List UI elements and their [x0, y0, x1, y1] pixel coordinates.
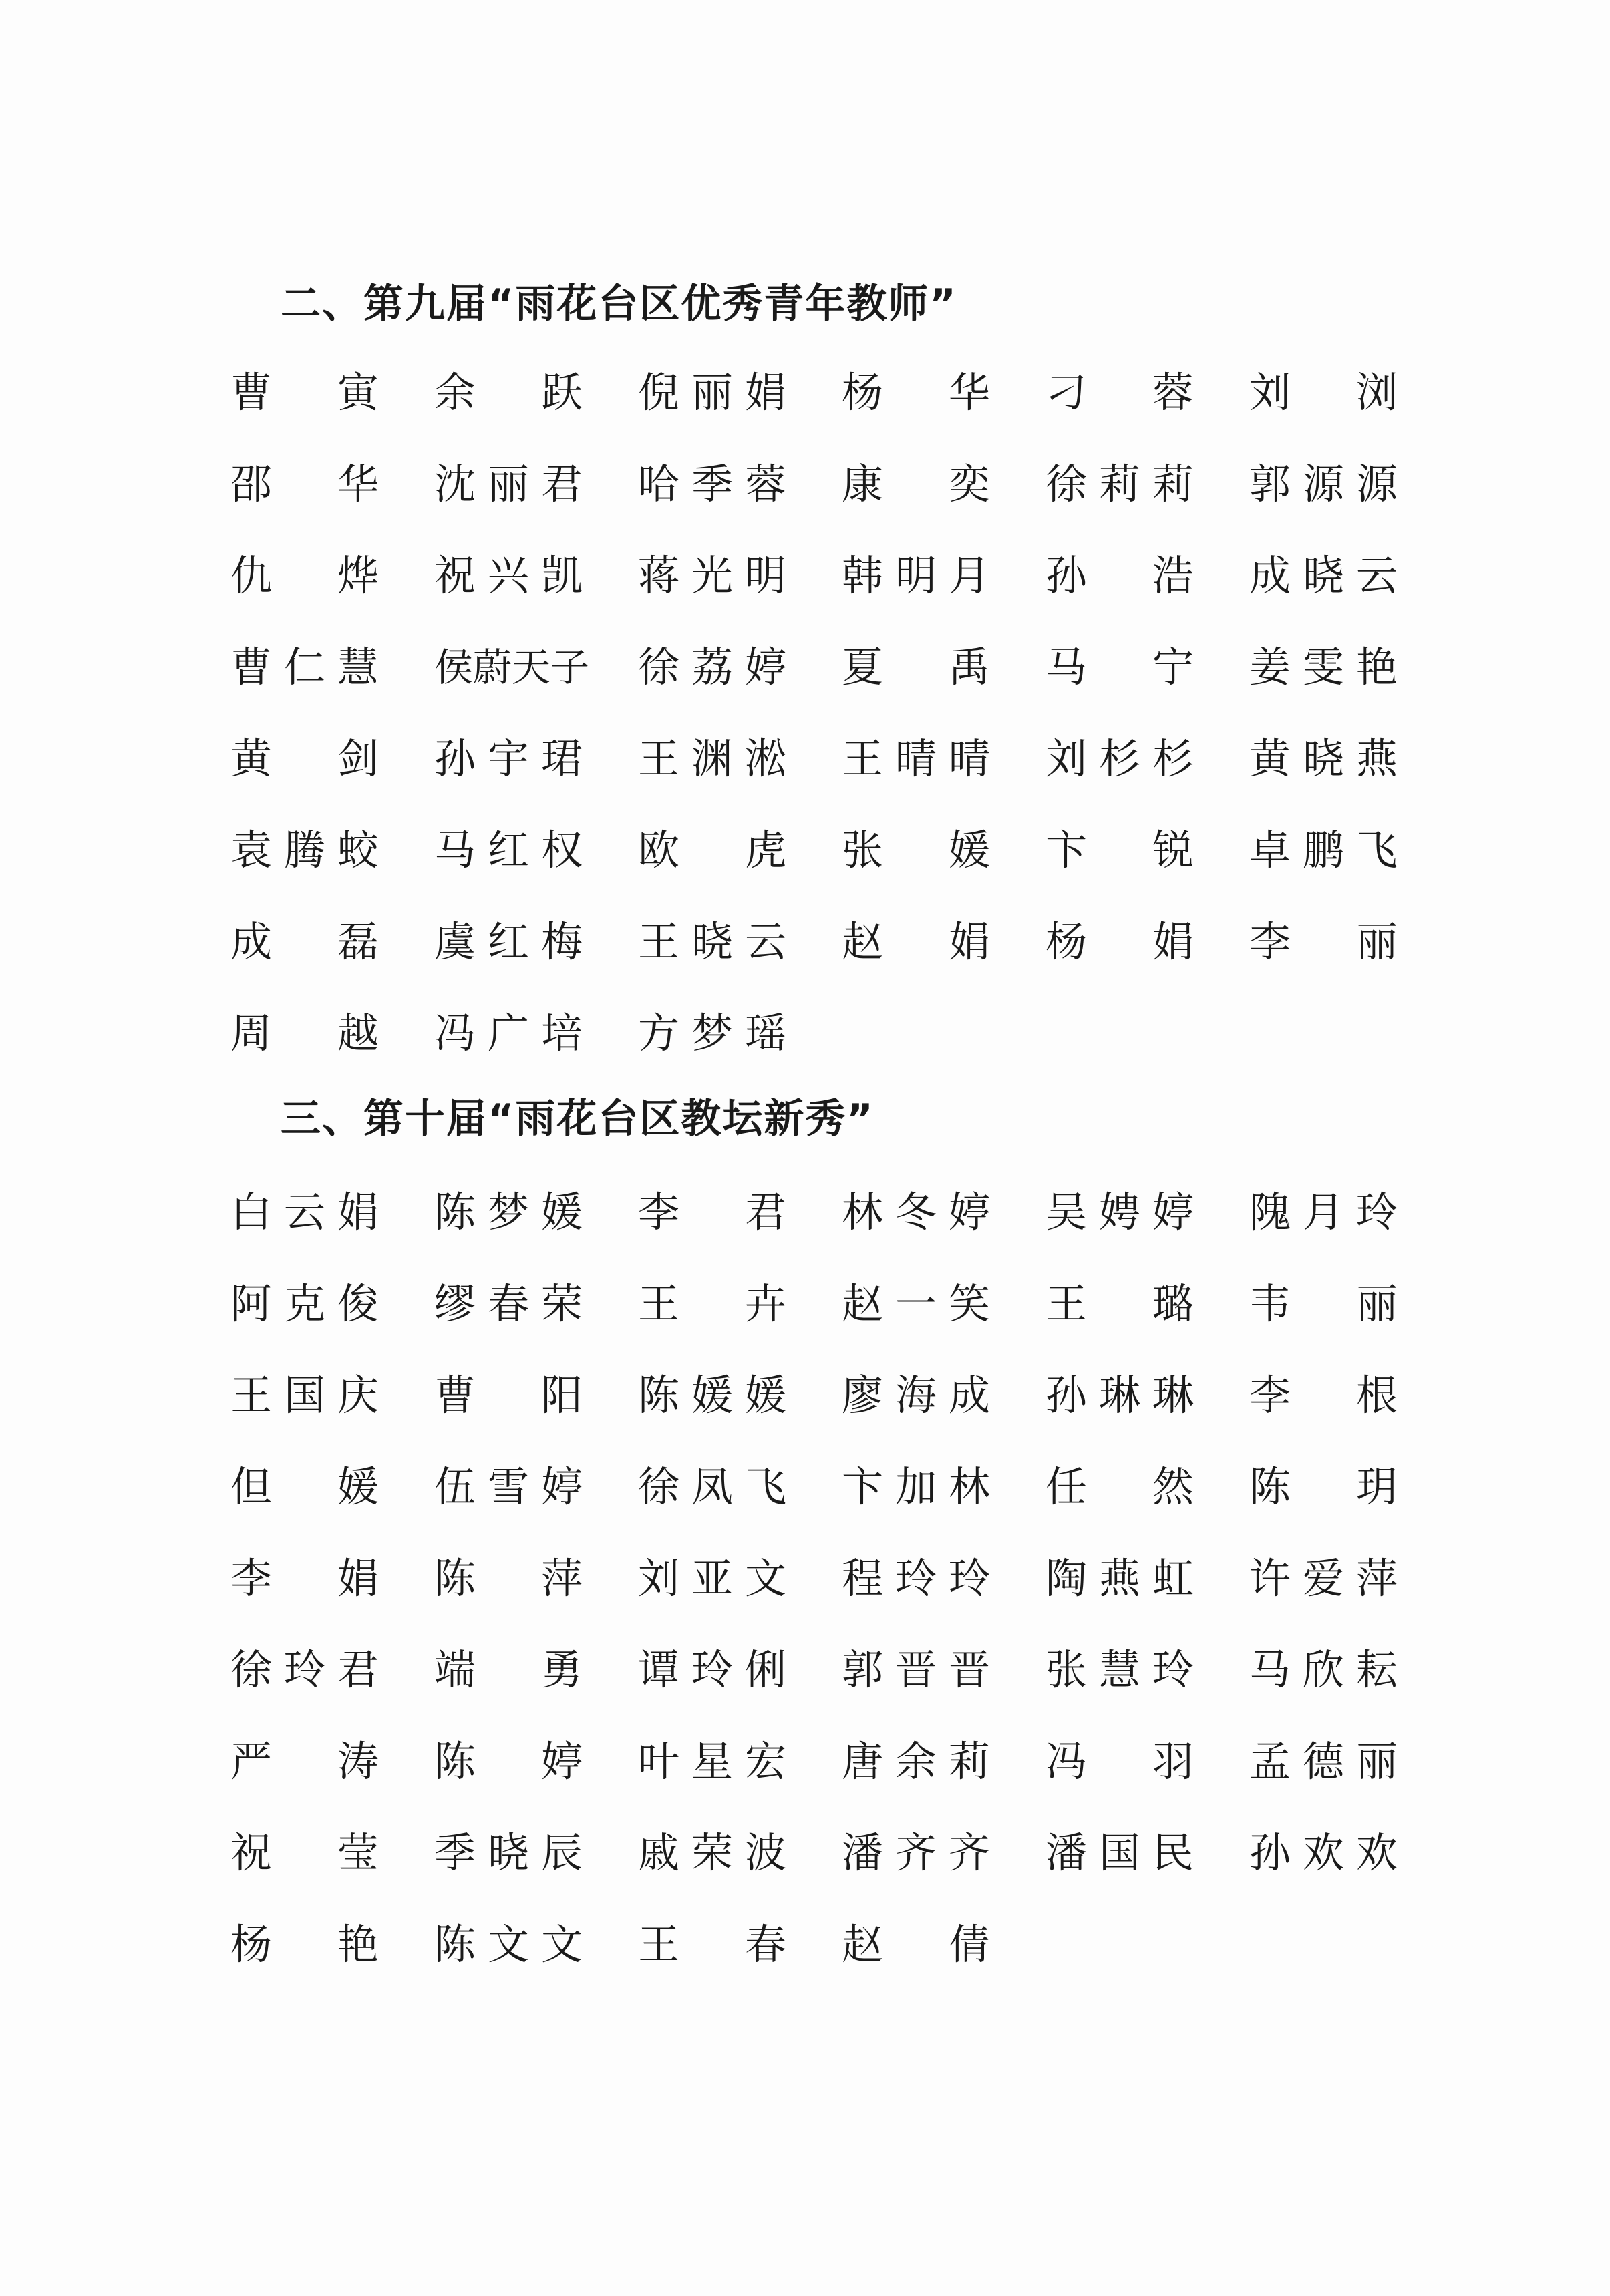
person-name: 唐 余 莉	[842, 1737, 991, 1786]
person-name: 李 娟	[230, 1554, 379, 1603]
person-name: 潘 齐 齐	[842, 1828, 991, 1877]
person-name: 郭 源 源	[1249, 460, 1398, 508]
person-name: 端 勇	[434, 1645, 583, 1694]
person-name: 赵 倩	[842, 1920, 991, 1969]
person-name: 季 晓 辰	[434, 1828, 583, 1877]
person-name: 徐 玲 君	[230, 1645, 379, 1694]
name-row	[230, 1826, 1403, 1918]
name-row	[230, 1918, 1403, 2009]
person-name: 赵 娟	[842, 917, 991, 966]
person-name: 李 丽	[1249, 917, 1398, 966]
person-name: 余 跃	[434, 368, 583, 417]
person-name: 王 渊 淞	[638, 734, 787, 783]
person-name: 哈 季 蓉	[638, 460, 787, 508]
person-name: 杨 华	[842, 368, 991, 417]
person-name: 卓 鹏 飞	[1249, 826, 1398, 874]
person-name: 张 慧 玲	[1045, 1645, 1194, 1694]
person-name: 伍 雪 婷	[434, 1462, 583, 1511]
person-name: 倪 丽 娟	[638, 368, 787, 417]
person-name: 侯 蔚 天 子	[434, 645, 590, 690]
name-row	[230, 641, 1403, 732]
person-name: 刁 蓉	[1045, 368, 1194, 417]
person-name: 刘 浏	[1249, 368, 1398, 417]
person-name: 戚 荣 波	[638, 1828, 787, 1877]
name-row	[230, 1460, 1403, 1552]
name-row	[230, 732, 1403, 824]
person-name: 卞 加 林	[842, 1462, 991, 1511]
person-name: 陈 梦 媛	[434, 1188, 583, 1237]
name-row	[230, 1643, 1403, 1735]
person-name: 徐 荔 婷	[638, 643, 787, 691]
person-name: 严 涛	[230, 1737, 379, 1786]
person-name: 廖 海 成	[842, 1371, 991, 1420]
name-row	[230, 1735, 1403, 1826]
person-name: 成 磊	[230, 917, 379, 966]
person-name: 王 晓 云	[638, 917, 787, 966]
person-name: 张 媛	[842, 826, 991, 874]
person-name: 吴 娉 婷	[1045, 1188, 1194, 1237]
person-name: 曹 仁 慧	[230, 643, 379, 691]
person-name: 冯 羽	[1045, 1737, 1194, 1786]
person-name: 夏 禹	[842, 643, 991, 691]
person-name: 谭 玲 俐	[638, 1645, 787, 1694]
person-name: 陶 燕 虹	[1045, 1554, 1194, 1603]
person-name: 王 璐	[1045, 1279, 1194, 1328]
person-name: 孙 琳 琳	[1045, 1371, 1194, 1420]
person-name: 黄 晓 燕	[1249, 734, 1398, 783]
person-name: 李 根	[1249, 1371, 1398, 1420]
person-name: 马 红 权	[434, 826, 583, 874]
person-name: 李 君	[638, 1188, 787, 1237]
person-name: 许 爱 萍	[1249, 1554, 1398, 1603]
name-list-tenth-teaching-newcomers	[230, 1186, 1403, 2009]
person-name: 任 然	[1045, 1462, 1194, 1511]
section-heading-ninth-excellent-young-teachers: 二、第九届“雨花台区优秀青年教师”	[281, 281, 957, 327]
person-name: 刘 杉 杉	[1045, 734, 1194, 783]
person-name: 周 越	[230, 1009, 379, 1057]
person-name: 欧 虎	[638, 826, 787, 874]
person-name: 王 卉	[638, 1279, 787, 1328]
name-row	[230, 824, 1403, 915]
person-name: 韦 丽	[1249, 1279, 1398, 1328]
person-name: 叶 星 宏	[638, 1737, 787, 1786]
person-name: 林 冬 婷	[842, 1188, 991, 1237]
person-name: 陈 媛 媛	[638, 1371, 787, 1420]
person-name: 沈 丽 君	[434, 460, 583, 508]
name-row	[230, 1007, 1403, 1098]
person-name: 曹 寅	[230, 368, 379, 417]
person-name: 方 梦 瑶	[638, 1009, 787, 1057]
person-name: 王 春	[638, 1920, 787, 1969]
person-name: 袁 腾 蛟	[230, 826, 379, 874]
person-name: 马 欣 耘	[1249, 1645, 1398, 1694]
name-row	[230, 1369, 1403, 1460]
person-name: 邵 华	[230, 460, 379, 508]
name-row	[230, 915, 1403, 1007]
person-name: 孙 欢 欢	[1249, 1828, 1398, 1877]
name-row	[230, 458, 1403, 549]
name-row	[230, 366, 1403, 458]
person-name: 仇 烨	[230, 551, 379, 600]
person-name: 卞 锐	[1045, 826, 1194, 874]
person-name: 马 宁	[1045, 643, 1194, 691]
person-name: 孙 浩	[1045, 551, 1194, 600]
person-name: 姜 雯 艳	[1249, 643, 1398, 691]
person-name: 曹 阳	[434, 1371, 583, 1420]
name-list-ninth-excellent-young-teachers	[230, 366, 1403, 1098]
person-name: 陈 婷	[434, 1737, 583, 1786]
person-name: 程 玲 玲	[842, 1554, 991, 1603]
person-name: 杨 娟	[1045, 917, 1194, 966]
name-row	[230, 1552, 1403, 1643]
person-name: 虞 红 梅	[434, 917, 583, 966]
person-name: 徐 莉 莉	[1045, 460, 1194, 508]
person-name: 孟 德 丽	[1249, 1737, 1398, 1786]
person-name: 王 晴 晴	[842, 734, 991, 783]
person-name: 缪 春 荣	[434, 1279, 583, 1328]
person-name: 徐 凤 飞	[638, 1462, 787, 1511]
person-name: 赵 一 笑	[842, 1279, 991, 1328]
person-name: 祝 莹	[230, 1828, 379, 1877]
person-name: 陈 玥	[1249, 1462, 1398, 1511]
name-row	[230, 549, 1403, 641]
person-name: 黄 剑	[230, 734, 379, 783]
person-name: 韩 明 月	[842, 551, 991, 600]
person-name: 成 晓 云	[1249, 551, 1398, 600]
person-name: 杨 艳	[230, 1920, 379, 1969]
person-name: 陈 萍	[434, 1554, 583, 1603]
person-name: 但 媛	[230, 1462, 379, 1511]
person-name: 陈 文 文	[434, 1920, 583, 1969]
name-row	[230, 1277, 1403, 1369]
person-name: 阿 克 俊	[230, 1279, 379, 1328]
person-name: 郭 晋 晋	[842, 1645, 991, 1694]
person-name: 孙 宇 珺	[434, 734, 583, 783]
section-heading-tenth-teaching-newcomers: 三、第十届“雨花台区教坛新秀”	[281, 1096, 874, 1142]
person-name: 潘 国 民	[1045, 1828, 1194, 1877]
person-name: 王 国 庆	[230, 1371, 379, 1420]
person-name: 冯 广 培	[434, 1009, 583, 1057]
person-name: 刘 亚 文	[638, 1554, 787, 1603]
name-row	[230, 1186, 1403, 1277]
person-name: 祝 兴 凯	[434, 551, 583, 600]
person-name: 隗 月 玲	[1249, 1188, 1398, 1237]
person-name: 白 云 娟	[230, 1188, 379, 1237]
person-name: 蒋 光 明	[638, 551, 787, 600]
person-name: 康 奕	[842, 460, 991, 508]
